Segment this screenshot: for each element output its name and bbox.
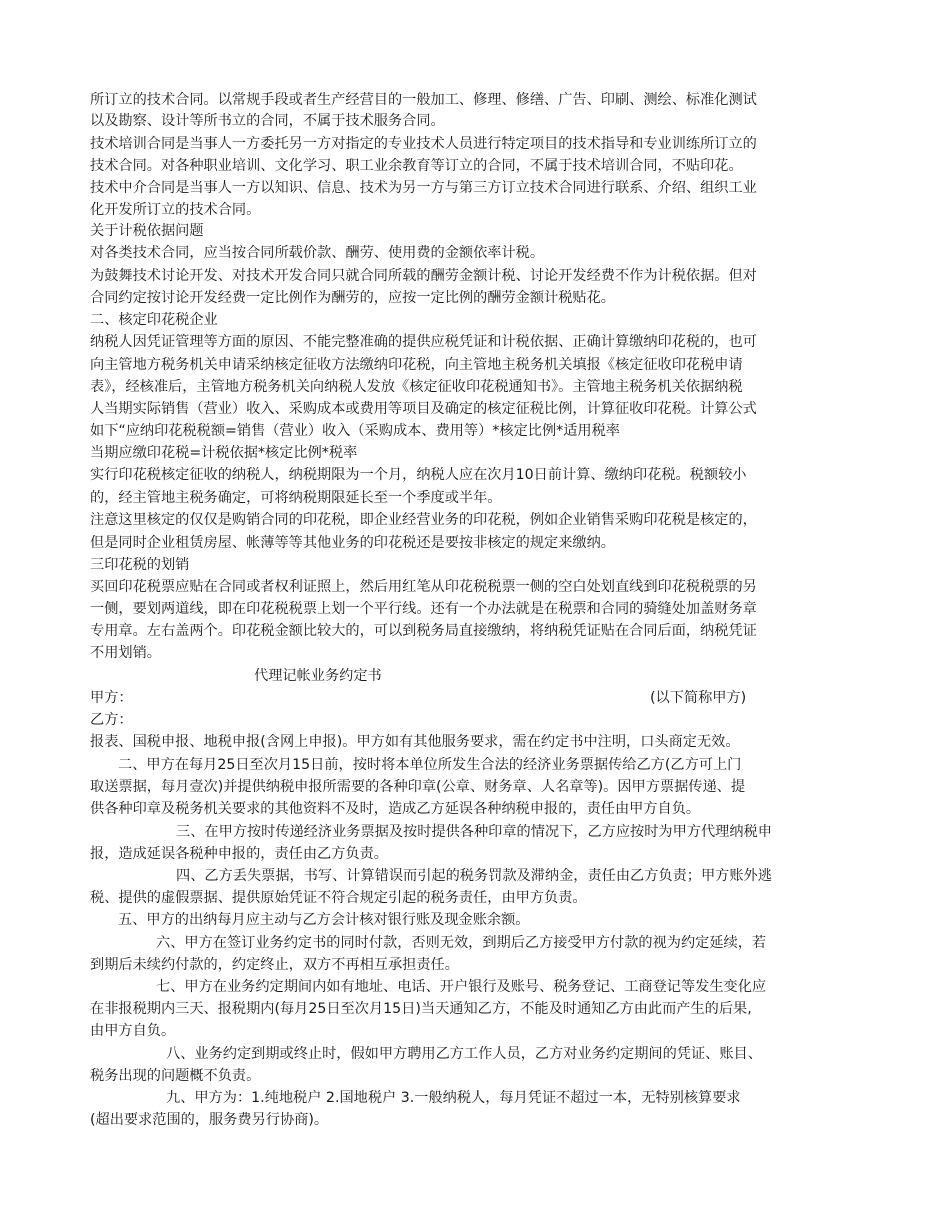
text-line: 技术中介合同是当事人一方以知识、信息、技术为另一方与第三方订立技术合同进行联系、介绍、组织工业 xyxy=(90,180,757,196)
contract-title: 代理记帐业务约定书 xyxy=(254,668,382,684)
text-line: 取送票据，每月壹次)并提供纳税申报所需要的各种印章(公章、财务章、人名章等)。因甲方票据传递、提 xyxy=(90,779,746,795)
text-line: 专用章。左右盖两个。印花税金额比较大的，可以到税务局直接缴纳，将纳税凭证贴在合同后面，纳税凭证 xyxy=(90,623,757,639)
text-line: 人当期实际销售（营业）收入、采购成本或费用等项目及确定的核定征税比例，计算征收印花税。计算公式 xyxy=(90,401,757,417)
text-line: 向主管地方税务机关申请采纳核定征收方法缴纳印花税，向主管地主税务机关填报《核定征收印花税申请 xyxy=(90,357,743,373)
text-line: 表》，经核准后，主管地方税务机关向纳税人发放《核定征收印花税通知书》。主管地主税务机关依据纳税 xyxy=(90,379,743,395)
text-line: (超出要求范围的，服务费另行协商)。 xyxy=(90,1112,329,1128)
text-line: 实行印花税核定征收的纳税人，纳税期限为一个月，纳税人应在次月10日前计算、缴纳印花税。税额较小 xyxy=(90,467,747,483)
text-line: 当期应缴印花税=计税依据*核定比例*税率 xyxy=(90,445,358,461)
text-line: 在非报税期内三天、报税期内(每月25日至次月15日)当天通知乙方，不能及时通知乙方由此而产生的后果, xyxy=(90,1001,752,1017)
text-line: 以及勘察、设计等所书立的合同，不属于技术服务合同。 xyxy=(90,113,445,129)
text-line: 合同约定按讨论开发经费一定比例作为酬劳的，应按一定比例的酬劳金额计税贴花。 xyxy=(90,290,615,306)
text-line: 由甲方自负。 xyxy=(90,1023,176,1039)
clause-7: 七、甲方在业务约定期间内如有地址、电话、开户银行及账号、税务登记、工商登记等发生变化应 xyxy=(156,979,767,995)
text-line: 为鼓舞技术讨论开发、对技术开发合同只就合同所载的酬劳金额计税、讨论开发经费不作为计税依据。但对 xyxy=(90,268,757,284)
text-line: 税、提供的虚假票据、提供原始凭证不符合规定引起的税务责任，由甲方负责。 xyxy=(90,890,587,906)
clause-3: 三、在甲方按时传递经济业务票据及按时提供各种印章的情况下，乙方应按时为甲方代理纳税申 xyxy=(176,824,772,840)
section-heading: 二、核定印花税企业 xyxy=(90,312,218,328)
text-line: 报表、国税申报、地税申报(含网上申报)。甲方如有其他服务要求，需在约定书中注明，口头商定无效。 xyxy=(90,734,740,750)
text-line: 报，造成延误各税种申报的，责任由乙方负责。 xyxy=(90,846,388,862)
text-line: 一侧，要划两道线，即在印花税税票上划一个平行线。还有一个办法就是在税票和合同的骑缝处加盖财务章 xyxy=(90,601,757,617)
clause-9: 九、甲方为：1.纯地税户 2.国地税户 3.一般纳税人，每月凭证不超过一本，无特别核算要求 xyxy=(166,1090,741,1106)
text-line: 供各种印章及税务机关要求的其他资料不及时，造成乙方延误各种纳税申报的，责任由甲方自负。 xyxy=(90,801,701,817)
clause-4: 四、乙方丢失票据，书写、计算错误而引起的税务罚款及滞纳金，责任由乙方负责；甲方账外逃 xyxy=(176,868,772,884)
text-line: 不用划销。 xyxy=(90,645,161,661)
clause-6: 六、甲方在签订业务约定书的同时付款，否则无效，到期后乙方接受甲方付款的视为约定延续，若 xyxy=(156,935,767,951)
text-line: 到期后未续约付款的，约定终止，双方不再相互承担责任。 xyxy=(90,957,459,973)
text-line: 技术合同。对各种职业培训、文化学习、职工业余教育等订立的合同，不属于技术培训合同，不贴印花。 xyxy=(90,158,743,174)
text-line: 但是同时企业租赁房屋、帐薄等等其他业务的印花税还是要按非核定的规定来缴纳。 xyxy=(90,535,615,551)
text-line: 如下“应纳印花税税额=销售（营业）收入（采购成本、费用等）*核定比例*适用税率 xyxy=(90,423,620,439)
text-line: 对各类技术合同，应当按合同所载价款、酬劳、使用费的金额依率计税。 xyxy=(90,245,545,261)
section-heading: 关于计税依据问题 xyxy=(90,223,204,239)
text-line: 纳税人因凭证管理等方面的原因、不能完整准确的提供应税凭证和计税依据、正确计算缴纳印花税的，也可 xyxy=(90,334,757,350)
party-a-label: 甲方： xyxy=(90,690,133,706)
text-line: 技术培训合同是当事人一方委托另一方对指定的专业技术人员进行特定项目的技术指导和专业训练所订立的 xyxy=(90,136,757,152)
section-heading: 三印花税的划销 xyxy=(90,557,190,573)
text-line: 化开发所订立的技术合同。 xyxy=(90,202,261,218)
text-line: 注意这里核定的仅仅是购销合同的印花税，即企业经营业务的印花税，例如企业销售采购印花税是核定的， xyxy=(90,512,757,528)
text-line: 税务出现的问题概不负责。 xyxy=(90,1068,261,1084)
text-line: 所订立的技术合同。以常规手段或者生产经营目的一般加工、修理、修缮、广告、印刷、测绘、标准化测试 xyxy=(90,92,757,108)
clause-2: 二、甲方在每月25日至次月15日前，按时将本单位所发生合法的经济业务票据传给乙方(乙方可上门 xyxy=(118,757,742,773)
clause-5: 五、甲方的出纳每月应主动与乙方会计核对银行账及现金账余额。 xyxy=(118,912,530,928)
clause-8: 八、业务约定到期或终止时，假如甲方聘用乙方工作人员，乙方对业务约定期间的凭证、账目、 xyxy=(166,1046,762,1062)
text-line: 的，经主管地主税务确定，可将纳税期限延长至一个季度或半年。 xyxy=(90,490,502,506)
text-line: 买回印花税票应贴在合同或者权利证照上，然后用红笔从印花税税票一侧的空白处划直线到印花税税票的另 xyxy=(90,579,757,595)
party-a-note: (以下简称甲方) xyxy=(650,690,747,706)
party-b-label: 乙方： xyxy=(90,712,133,728)
